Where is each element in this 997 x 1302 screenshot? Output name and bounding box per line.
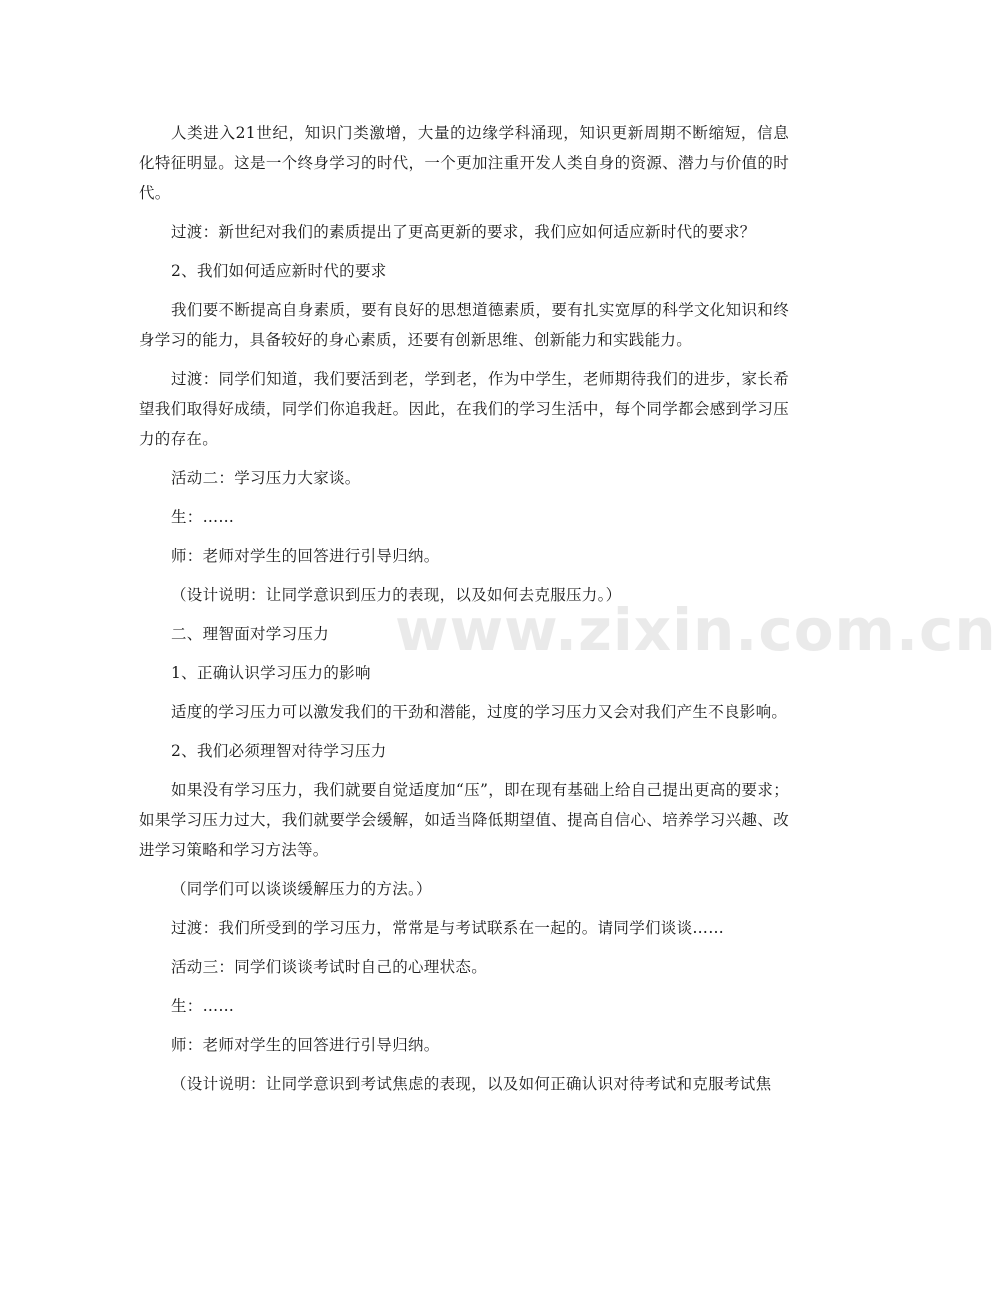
paragraph: 师：老师对学生的回答进行引导归纳。 <box>171 547 440 565</box>
paragraph: 我们要不断提高自身素质，要有良好的思想道德素质，要有扎实宽厚的科学文化知识和终身学习的能力，具备较好的身心素质，还要有创新思维、创新能力和实践能力。 <box>139 301 789 349</box>
section-heading: 二、理智面对学习压力 <box>171 625 330 643</box>
document-body <box>139 118 789 1108</box>
watermark: www.zixin.com.cn <box>395 596 997 664</box>
design-note: （设计说明：让同学意识到考试焦虑的表现，以及如何正确认识对待考试和克服考试焦 <box>171 1075 772 1093</box>
paragraph: 如果没有学习压力，我们就要自觉适度加“压”，即在现有基础上给自己提出更高的要求；如果学习压力过大，我们就要学会缓解，如适当降低期望值、提高自信心、培养学习兴趣、改进学习策略和学习方法等。 <box>139 781 789 859</box>
section-heading: 1、正确认识学习压力的影响 <box>171 664 371 682</box>
activity-heading: 活动二：学习压力大家谈。 <box>171 469 361 487</box>
paragraph: （同学们可以谈谈缓解压力的方法。） <box>171 880 432 898</box>
paragraph: 生：…… <box>171 508 235 526</box>
paragraph: 过渡：新世纪对我们的素质提出了更高更新的要求，我们应如何适应新时代的要求？ <box>171 223 756 241</box>
section-heading: 2、我们必须理智对待学习压力 <box>171 742 387 760</box>
paragraph: 生：…… <box>171 997 235 1015</box>
paragraph: 适度的学习压力可以激发我们的干劲和潜能，过度的学习压力又会对我们产生不良影响。 <box>171 703 788 721</box>
design-note: （设计说明：让同学意识到压力的表现，以及如何去克服压力。） <box>171 586 622 604</box>
paragraph: 过渡：同学们知道，我们要活到老，学到老，作为中学生，老师期待我们的进步，家长希望我们取得好成绩，同学们你追我赶。因此，在我们的学习生活中，每个同学都会感到学习压力的存在。 <box>139 370 789 448</box>
section-heading: 2、我们如何适应新时代的要求 <box>171 262 387 280</box>
activity-heading: 活动三：同学们谈谈考试时自己的心理状态。 <box>171 958 488 976</box>
paragraph: 人类进入21世纪，知识门类激增，大量的边缘学科涌现，知识更新周期不断缩短，信息化特征明显。这是一个终身学习的时代，一个更加注重开发人类自身的资源、潜力与价值的时代。 <box>139 124 789 202</box>
paragraph: 过渡：我们所受到的学习压力，常常是与考试联系在一起的。请同学们谈谈…… <box>171 919 725 937</box>
paragraph: 师：老师对学生的回答进行引导归纳。 <box>171 1036 440 1054</box>
